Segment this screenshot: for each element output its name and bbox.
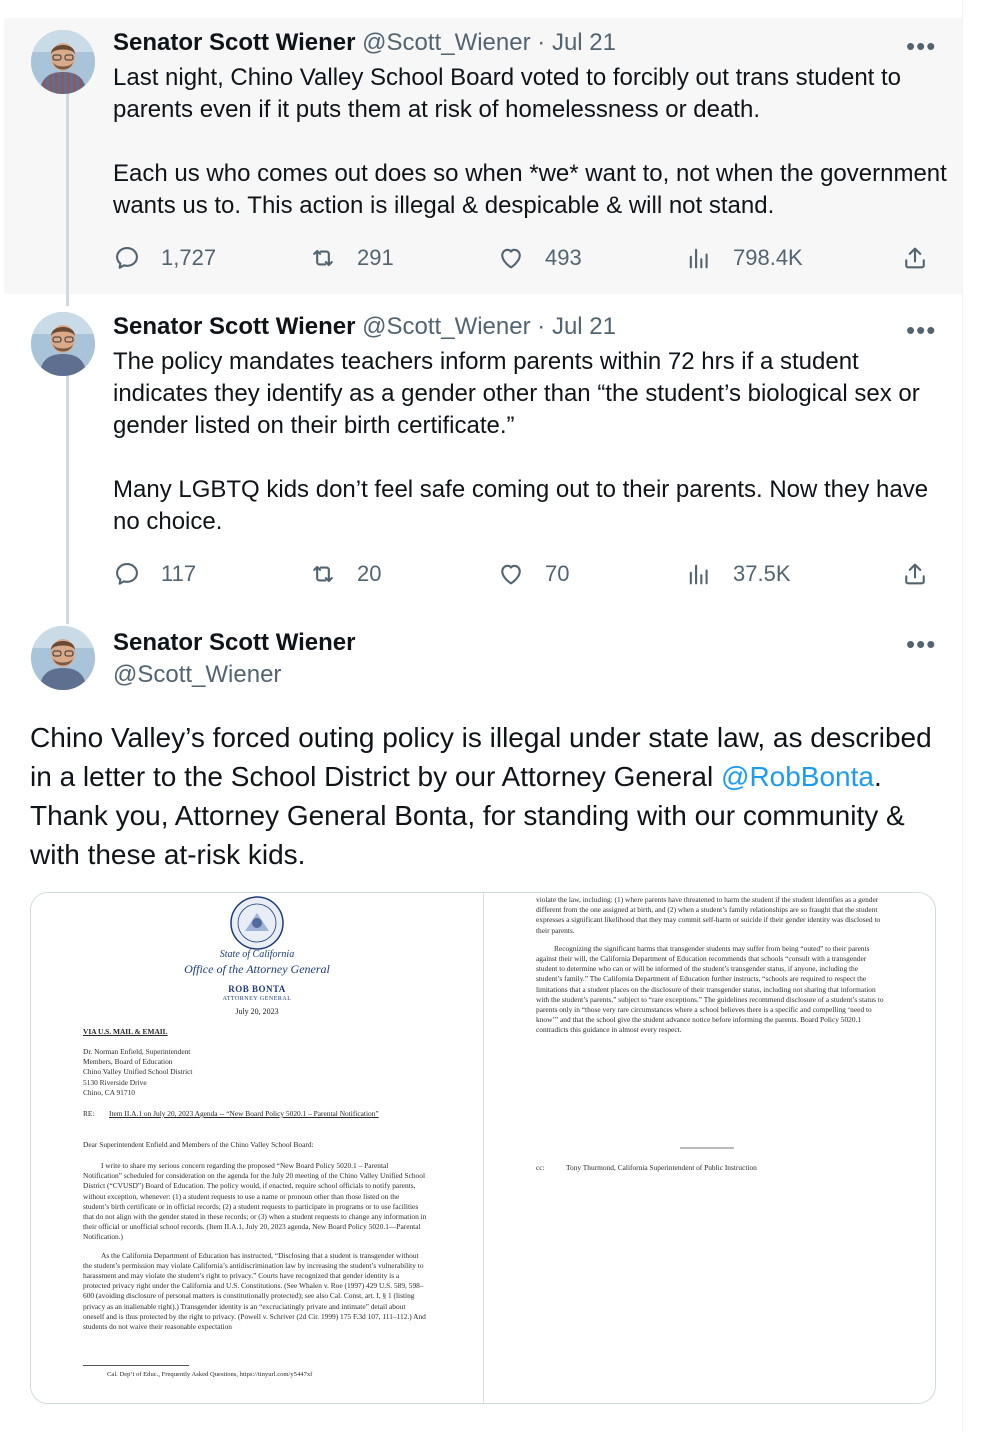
share-button[interactable] (901, 558, 929, 590)
letter-re-text: Item II.A.1 on July 20, 2023 Agenda -- “New Board Policy 5020.1 – Parental Notification” (109, 1109, 379, 1118)
more-icon[interactable]: ••• (906, 31, 937, 61)
main-tweet-text-part: . Thank you, Attorney General Bonta, for standing with our community & with these at-risk kids. (30, 761, 905, 870)
views-icon (685, 560, 713, 588)
address-line: 5130 Riverside Drive (83, 1077, 147, 1087)
views-button[interactable] (685, 558, 791, 590)
letter-paragraph: Recognizing the significant harms that transgender students may suffer from being “outed” to their parents against their will, the California Department of Education recommends that schools “consult with a transgender student to determine who can or will be informed of the student’s transgender status, if anyone, including the student’s family.” The California Department of Education further instructs, “schools are required to respect the limitations that a student places on the disclosure of their transgender status, including not sharing that information with the student’s parents,” subject to “rare exceptions.” The guidelines recommend disclosure of a student’s status to parents only in “those very rare circumstances where a school believes there is a specific and compelling ‘need to know’” and that the school give the student advance notice before informing the parents. Board Policy 5020.1 contradicts this guidance in almost every respect. (536, 943, 884, 1035)
letter-paragraph: violate the law, including: (1) where parents have threatened to harm the student if the student identifies as a gender different from the one assigned at birth, and (2) when a student’s family relationships are so fraught that the student expresses a significant likelihood that they may commit self-harm or suicide if their gender identity was disclosed to their parents. (536, 895, 881, 935)
tweet-date[interactable]: Jul 21 (551, 29, 616, 56)
avatar[interactable] (31, 30, 95, 94)
author-name[interactable]: Senator Scott Wiener (113, 29, 356, 56)
letter-cc-text: Tony Thurmond, California Superintendent of Public Instruction (566, 1163, 757, 1172)
thread-connector-line (66, 376, 69, 610)
letter-ag-name: ROB BONTA (228, 984, 286, 994)
main-tweet[interactable] (4, 614, 962, 1432)
address-line: Chino Valley Unified School District (83, 1067, 193, 1077)
tweet-date[interactable]: Jul 21 (551, 313, 616, 340)
like-count: 493 (545, 245, 582, 270)
repost-icon (309, 244, 337, 272)
share-icon (901, 244, 929, 272)
letter-date: July 20, 2023 (235, 1007, 279, 1016)
repost-button[interactable] (309, 242, 394, 274)
more-icon[interactable]: ••• (906, 315, 937, 345)
thread-connector-line (66, 610, 69, 624)
letter-body (83, 1161, 427, 1340)
tweet-paragraph: Last night, Chino Valley School Board voted to forcibly out trans student to parents even if it puts them at risk of homelessness or death. (113, 64, 902, 123)
main-tweet-text-part: Chino Valley’s forced outing policy is illegal under state law, as described in a letter to the School District by our Attorney General (30, 722, 932, 792)
footnote-rule (83, 1365, 189, 1366)
tweet-1[interactable] (4, 18, 962, 294)
main-tweet-text (30, 718, 950, 874)
view-count: 37.5K (733, 561, 791, 586)
tweet-paragraph: Each us who comes out does so when *we* want to, not when the government wants us to. This action is illegal & despicable & will not stand. (113, 160, 947, 219)
letter-paragraph: As the California Department of Education has instructed, “Disclosing that a student is transgender without the student’s permission may violate California’s antidiscrimination law by increasing the student’s vulnerability to harassment and may violate the student’s right to privacy.” Courts have recognized that gender identity is a protected privacy right under the California and U.S. Constitutions. (See Whalen v. Roe (1997) 429 U.S. 589, 598–600 (avoiding disclosure of personal matters is constitutionally protected); see also Cal. Const, art. I, § 1 (listing privacy as an inalienable right).) Transgender identity is an “excruciatingly private and intimate” detail about oneself and is thus protected by the right to privacy. (Powell v. Schriver (2d Cir. 1999) 175 F.3d 107, 111–112.) And students do not waive their reasonable expectation (83, 1250, 426, 1332)
reply-count: 117 (161, 561, 197, 586)
tweet-header (113, 312, 616, 342)
author-handle[interactable]: @Scott_Wiener (362, 313, 531, 340)
address-line: Members, Board of Education (83, 1057, 173, 1067)
separator-dot: · (537, 29, 546, 56)
letter-state: State of California (219, 949, 295, 960)
avatar[interactable] (31, 626, 95, 690)
repost-count: 291 (357, 245, 394, 270)
share-button[interactable] (901, 242, 929, 274)
reply-icon (113, 244, 141, 272)
heart-icon (497, 244, 525, 272)
author-name[interactable]: Senator Scott Wiener (113, 629, 356, 656)
author-name[interactable]: Senator Scott Wiener (113, 313, 356, 340)
action-bar (113, 558, 933, 590)
reply-count: 1,727 (161, 245, 217, 270)
tweet-text (113, 62, 953, 222)
repost-button[interactable] (309, 558, 381, 590)
signature-trace (680, 1147, 734, 1149)
reply-button[interactable] (113, 558, 196, 590)
letter-office: Office of the Attorney General (184, 962, 330, 976)
timeline-right-border (962, 0, 963, 1432)
letter-re-label: RE: (83, 1109, 95, 1118)
tweet-2[interactable] (4, 300, 962, 610)
avatar[interactable] (31, 312, 95, 376)
reply-button[interactable] (113, 242, 216, 274)
share-icon (901, 560, 929, 588)
address-line: Dr. Norman Enfield, Superintendent (83, 1047, 191, 1056)
attached-letter-image[interactable] (30, 892, 936, 1404)
tweet-paragraph: The policy mandates teachers inform parents within 72 hrs if a student indicates they identify as a gender other than “the student’s biological sex or gender listed on their birth certificate.” (113, 348, 920, 439)
like-count: 70 (545, 561, 570, 586)
repost-count: 20 (357, 561, 382, 586)
letter-page-1 (31, 893, 483, 1404)
letter-ag-title: ATTORNEY GENERAL (222, 996, 292, 1002)
tweet-paragraph: Many LGBTQ kids don’t feel safe coming out to their parents. Now they have no choice. (113, 476, 929, 535)
thread-connector-line (66, 94, 69, 294)
like-button[interactable] (497, 558, 569, 590)
action-bar (113, 242, 933, 274)
letter-body-continued (536, 895, 884, 1044)
letter-paragraph: I write to share my serious concern regarding the proposed “New Board Policy 5020.1 – Parental Notification” scheduled for consideration on the agenda for the July 20 meeting of the Chino Valley Unified School District (“CVUSD”) Board of Education. The policy would, if enacted, require school officials to notify parents, without exception, whenever: (1) a student requests to use a name or pronoun other than those listed on the student’s birth certificate or in official records; (2) a student requests to participate in programs or to use facilities that do not align with the gender stated in these records; or (3) when a student requests to change any information in their official or unofficial school records. (Item II.A.1, July 20, 2023 agenda, New Board Policy 5020.1—Parental Notification.) (83, 1161, 427, 1242)
letter-footnote: Cal. Dep’t of Educ., Frequently Asked Questions, https://tinyurl.com/y5447xf (107, 1371, 313, 1378)
like-button[interactable] (497, 242, 582, 274)
separator-dot: · (537, 313, 546, 340)
letter-address (83, 1047, 443, 1098)
author-handle[interactable]: @Scott_Wiener (362, 29, 531, 56)
tweet-text (113, 346, 953, 538)
more-icon[interactable]: ••• (906, 629, 937, 659)
author-handle[interactable]: @Scott_Wiener (113, 661, 282, 688)
reply-icon (113, 560, 141, 588)
tweet-header (113, 28, 616, 58)
state-seal-icon (229, 895, 285, 951)
heart-icon (497, 560, 525, 588)
address-line: Chino, CA 91710 (83, 1087, 135, 1097)
views-icon (685, 244, 713, 272)
views-button[interactable] (685, 242, 803, 274)
repost-icon (309, 560, 337, 588)
mention-link[interactable]: @RobBonta (721, 761, 874, 792)
letter-cc-label: cc: (536, 1163, 545, 1172)
letter-via: VIA U.S. MAIL & EMAIL (83, 1027, 168, 1036)
thread-connector-line (66, 294, 69, 306)
view-count: 798.4K (733, 245, 803, 270)
letter-page-2 (483, 893, 936, 1404)
letter-salutation: Dear Superintendent Enfield and Members of the Chino Valley School Board: (83, 1140, 314, 1149)
